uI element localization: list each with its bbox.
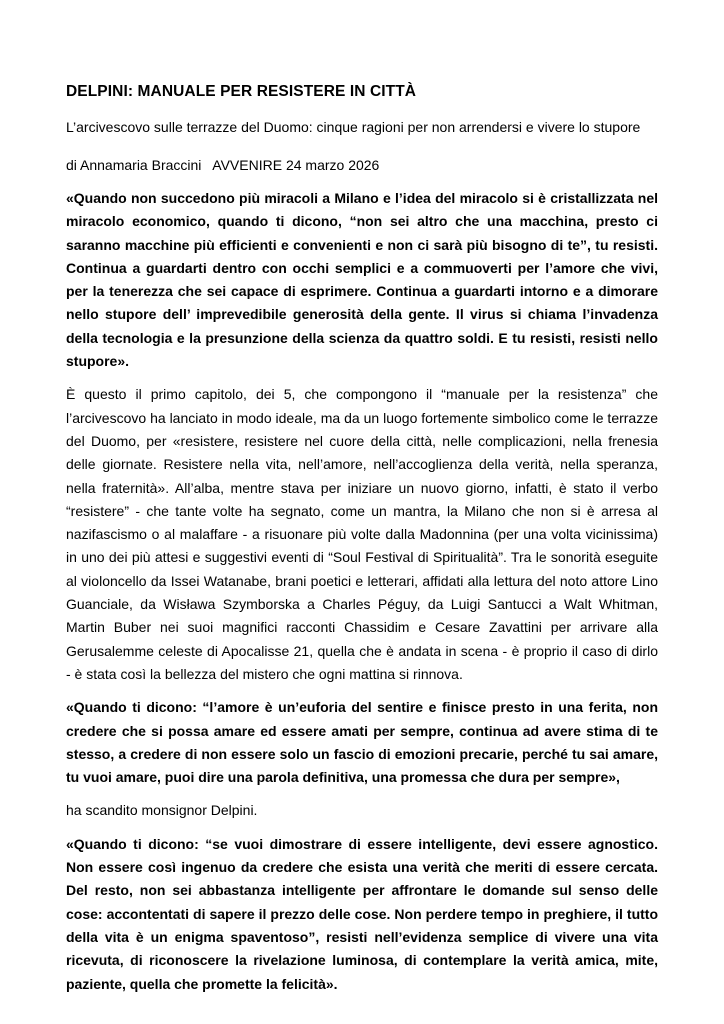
- document-body: [66, 82, 658, 996]
- paragraph-narrative-1: È questo il primo capitolo, dei 5, che compongono il “manuale per la resistenza” che l’arcivescovo ha lanciato in modo ideale, ma da un luogo fortemente simbolico come le terrazze del Duomo, per «resistere, resistere nel cuore della città, nelle complicazioni, nella frenesia delle giornate. Resistere nella vita, nell’amore, nell’accoglienza della verità, nella speranza, nella fraternità». All’alba, mentre stava per iniziare un nuovo giorno, infatti, è stato il verbo “resistere” - che tante volte ha segnato, come un mantra, la Milano che non si è arresa al nazifascismo o al malaffare - a risuonare più volte dalla Madonnina (per una volta vicinissima) in uno dei più attesi e suggestivi eventi di “Soul Festival di Spiritualità”. Tra le sonorità eseguite al violoncello da Issei Watanabe, brani poetici e letterari, affidati alla lettura del noto attore Lino Guanciale, da Wisława Szymborska a Charles Péguy, da Luigi Santucci a Walt Whitman, Martin Buber nei suoi magnifici racconti Chassidim e Cesare Zavattini per arrivare alla Gerusalemme celeste di Apocalisse 21, quella che è andata in scena - è proprio il caso di dirlo - è stata così la bellezza del mistero che ogni mattina si rinnova.: [66, 386, 658, 682]
- article-subtitle: L’arcivescovo sulle terrazze del Duomo: cinque ragioni per non arrendersi e vivere lo stupore: [66, 119, 641, 135]
- paragraph-attribution-1: ha scandito monsignor Delpini.: [66, 802, 258, 819]
- paragraph-quote-1: «Quando non succedono più miracoli a Milano e l’idea del miracolo si è cristallizzata nel miracolo economico, quando ti dicono, “non sei altro che una macchina, presto ci saranno macchine più efficienti e convenienti e non ci sarà più bisogno di te”, tu resisti. Continua a guardarti dentro con occhi semplici e a commuoverti per l’amore che vivi, per la tenerezza che sei capace di esprimere. Continua a guardarti intorno e a dimorare nello stupore dell’ imprevedibile generosità della gente. Il virus si chiama l’invadenza della tecnologia e la presunzione della scienza da quattro soldi. E tu resisti, resisti nello stupore».: [66, 190, 658, 370]
- byline: di Annamaria Braccini AVVENIRE 24 marzo 2026: [66, 157, 380, 173]
- article-paragraphs: [66, 187, 658, 996]
- paragraph-quote-2: «Quando ti dicono: “l’amore è un’euforia del sentire e finisce presto in una ferita, non credere che si possa amare ed essere amati per sempre, continua ad avere stima di te stesso, a credere di non essere solo un fascio di emozioni precarie, perché tu sai amare, tu vuoi amare, puoi dire una parola definitiva, una promessa che dura per sempre»,: [66, 699, 658, 786]
- paragraph-quote-3: «Quando ti dicono: “se vuoi dimostrare di essere intelligente, devi essere agnostico. Non essere così ingenuo da credere che esista una verità che meriti di essere cercata. Del resto, non sei abbastanza intelligente per affrontare le domande sul senso delle cose: accontentati di sapere il prezzo delle cose. Non perdere tempo in preghiere, il tutto della vita è un enigma spaventoso”, resisti nell’evidenza semplice di vivere una vita ricevuta, di riconoscere la rivelazione luminosa, di contemplare la verità amica, mite, paziente, quella che promette la felicità».: [66, 835, 658, 992]
- page-title: DELPINI: MANUALE PER RESISTERE IN CITTÀ: [66, 83, 417, 100]
